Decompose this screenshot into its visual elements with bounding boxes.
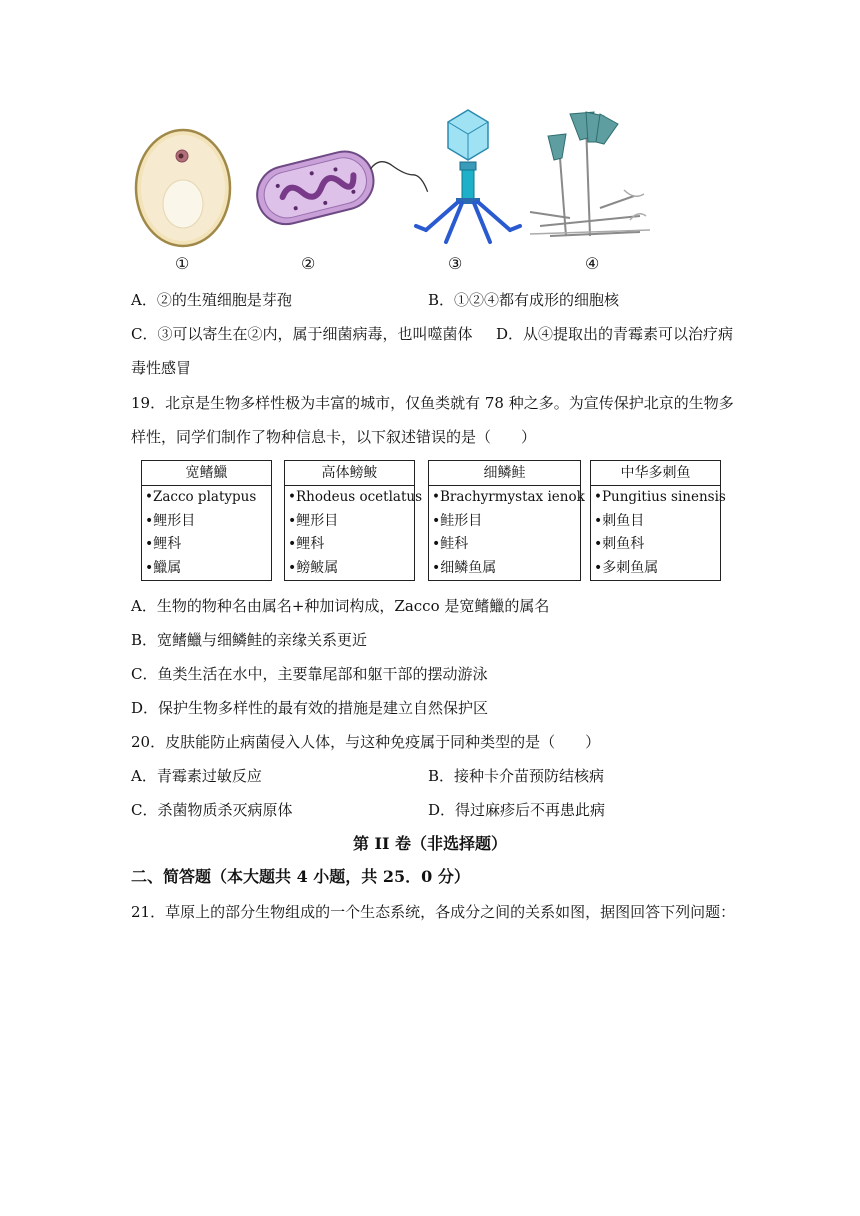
species-card-latin-name: •Pungitius sinensis: [594, 489, 726, 505]
species-card-family: •鲤科: [145, 536, 182, 552]
species-card-title: 细鳞鲑: [429, 461, 580, 486]
q19-stem-line1: 19．北京是生物多样性极为丰富的城市，仅鱼类就有 78 种之多。为宣传保护北京的生物多: [131, 394, 734, 412]
microorganism-figure: [130, 108, 650, 258]
species-card-title: 宽鳍鱲: [142, 461, 271, 486]
q20-option-d: D．得过麻疹后不再患此病: [428, 801, 606, 819]
species-card-4: [590, 460, 726, 581]
q20-stem: 20．皮肤能防止病菌侵入人体，与这种免疫属于同种类型的是（ ）: [131, 733, 601, 751]
species-card-latin-name: •Brachyrmystax ienok: [432, 489, 585, 505]
species-card-order: •鲤形目: [145, 512, 196, 529]
figure-label-3: ③: [448, 254, 463, 273]
bacteriophage-illustration: [416, 110, 520, 242]
species-card-2: [284, 460, 423, 581]
q19-option-d: D．保护生物多样性的最有效的措施是建立自然保护区: [131, 699, 489, 717]
species-card-title: 高体鳑鲏: [285, 461, 414, 486]
species-card-genus: •细鳞鱼属: [432, 559, 497, 576]
section2-heading: 二、简答题（本大题共 4 小题，共 25．0 分）: [131, 867, 470, 886]
bacterium-illustration: [251, 134, 428, 233]
species-card-title: 中华多刺鱼: [591, 461, 720, 486]
figure-label-1: ①: [175, 254, 190, 273]
q19-option-b: B．宽鳍鱲与细鳞鲑的亲缘关系更近: [131, 631, 368, 649]
species-card-genus: •鳑鲏属: [288, 559, 339, 576]
species-card-family: •鲤科: [288, 536, 325, 552]
q20-option-a: A．青霉素过敏反应: [131, 767, 262, 785]
q19-option-c: C．鱼类生活在水中，主要靠尾部和躯干部的摆动游泳: [131, 665, 488, 683]
penicillium-illustration: [530, 112, 650, 236]
species-card-1: [141, 460, 272, 581]
part2-title: 第 II 卷（非选择题）: [352, 834, 508, 853]
figure-label-4: ④: [585, 254, 600, 273]
q18-option-d-continued: 毒性感冒: [131, 359, 192, 377]
q19-option-a: A．生物的物种名由属名+种加词构成，Zacco 是宽鳍鱲的属名: [131, 597, 550, 615]
q18-option-d: D．从④提取出的青霉素可以治疗病: [496, 325, 734, 343]
species-card-genus: •多刺鱼属: [594, 559, 659, 576]
species-card-order: •刺鱼目: [594, 512, 645, 529]
species-card-latin-name: •Zacco platypus: [145, 489, 257, 505]
q20-option-b: B．接种卡介苗预防结核病: [428, 767, 605, 785]
species-card-order: •鲑形目: [432, 512, 483, 529]
q20-option-c: C．杀菌物质杀灭病原体: [131, 801, 293, 819]
species-card-3: [428, 460, 585, 581]
species-card-latin-name: •Rhodeus ocetlatus: [288, 489, 423, 505]
species-card-genus: •鱲属: [145, 559, 182, 576]
q18-option-c: C．③可以寄生在②内，属于细菌病毒，也叫噬菌体: [131, 325, 473, 343]
q21-stem: 21．草原上的部分生物组成的一个生态系统，各成分之间的关系如图，据图回答下列问题：: [131, 903, 736, 921]
q18-option-b: B．①②④都有成形的细胞核: [428, 291, 620, 309]
species-card-family: •鲑科: [432, 536, 469, 552]
species-card-order: •鲤形目: [288, 512, 339, 529]
species-card-family: •刺鱼科: [594, 536, 645, 552]
q19-stem-line2: 样性，同学们制作了物种信息卡，以下叙述错误的是（ ）: [131, 428, 537, 446]
figure-label-2: ②: [301, 254, 316, 273]
yeast-cell-illustration: [136, 130, 230, 246]
q18-option-a: A．②的生殖细胞是芽孢: [131, 291, 292, 309]
